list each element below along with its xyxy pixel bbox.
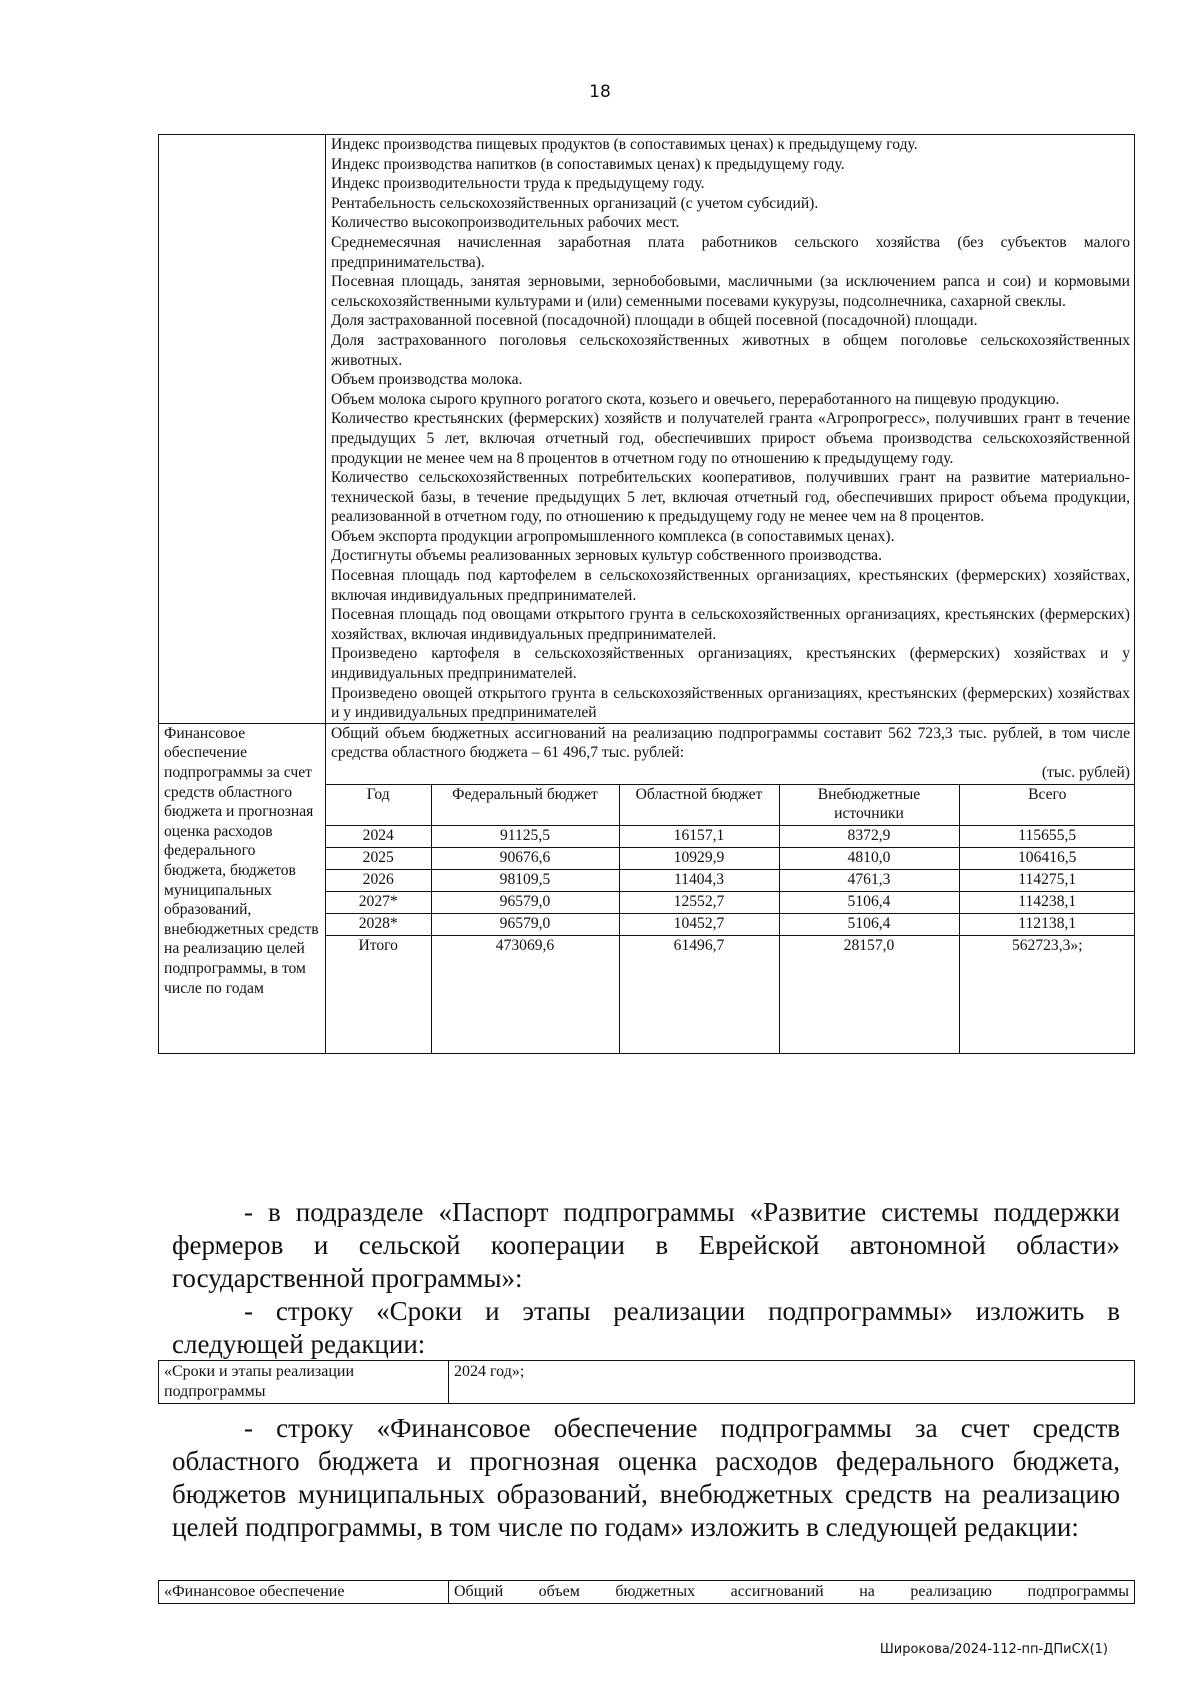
financing-text: Общий объем бюджетных ассигнований на реализацию подпрограммы составит 562 723,3 тыс. рублей, в том числе средства областного бюджета – 61 496,7 тыс. рублей:: [331, 724, 1130, 762]
financing-unit: (тыс. рублей): [1041, 764, 1130, 781]
indicator-item: Индекс производительности труда к предыдущему году.: [331, 175, 705, 193]
year-cell: 2027*: [326, 891, 431, 913]
terms-value: 2024 год»;: [449, 1361, 1135, 1404]
value-cell: 106416,5: [959, 847, 1135, 869]
total-row: [326, 935, 1135, 1053]
indicator-item: Количество сельскохозяйственных потребительских кооперативов, получивших грант на развитие материально-технической базы, в течение предыдущих 5 лет, включая отчетный год, обеспечивших прирост объема продукции, реализованной в отчетном году, по отношению к предыдущему году не менее чем на 8 процентов.: [331, 469, 1130, 526]
total-label: Итого: [326, 935, 431, 1053]
indicator-item: Рентабельность сельскохозяйственных организаций (с учетом субсидий).: [331, 194, 819, 212]
terms-table: [158, 1360, 1135, 1404]
indicator-item: Объем экспорта продукции агропромышленного комплекса (в сопоставимых ценах).: [331, 527, 895, 545]
indicators-cell: [326, 135, 1135, 724]
financing-cell: [326, 723, 1135, 1053]
financing-next-row: [159, 1581, 1135, 1604]
table-row: [326, 825, 1135, 847]
indicator-item: Количество крестьянских (фермерских) хозяйств и получателей гранта «Агропрогресс», получивших грант в течение предыдущих 5 лет, включая отчетный год, обеспечивших прирост объема производства сельскохозяйственной продукции не менее чем на 8 процентов в отчетном году по отношению к предыдущему году.: [331, 410, 1130, 467]
indicator-item: Объем производства молока.: [331, 371, 523, 389]
col-header: Внебюджетные источники: [779, 784, 959, 825]
table-row: [326, 891, 1135, 913]
year-cell: 2025: [326, 847, 431, 869]
indicators-label-cell: [159, 135, 326, 724]
year-cell: 2026: [326, 869, 431, 891]
indicator-item: Доля застрахованного поголовья сельскохозяйственных животных в общем поголовье сельскохозяйственных животных.: [331, 331, 1130, 369]
indicator-item: Объем молока сырого крупного рогатого скота, козьего и овечьего, переработанного на пищевую продукцию.: [331, 390, 1060, 408]
budget-table: [326, 784, 1135, 1053]
table-row: [326, 913, 1135, 935]
document-footer: Широкова/2024-112-пп-ДПиСХ(1): [879, 1642, 1108, 1657]
value-cell: 5106,4: [779, 913, 959, 935]
value-cell: 11404,3: [619, 869, 779, 891]
terms-row: [159, 1361, 1135, 1404]
budget-header-row: [326, 784, 1135, 825]
indicator-item: Посевная площадь под картофелем в сельскохозяйственных организациях, крестьянских (фермерских) хозяйствах, включая индивидуальных предпринимателей.: [331, 567, 1130, 604]
indicator-item: Индекс производства напитков (в сопоставимых ценах) к предыдущему году.: [331, 155, 845, 173]
indicator-item: Количество высокопроизводительных рабочих мест.: [331, 214, 680, 232]
value-cell: 98109,5: [431, 869, 619, 891]
page-number: 18: [589, 82, 611, 102]
indicator-item: Произведено овощей открытого грунта в сельскохозяйственных организациях, крестьянских (фермерских) хозяйствах и у индивидуальных предпринимателей: [331, 684, 1130, 722]
indicator-item: Посевная площадь, занятая зерновыми, зернобобовыми, масличными (за исключением рапса и сои) и кормовыми сельскохозяйственными культурами и (или) семенными посевами кукурузы, подсолнечника, сахарной свеклы.: [331, 273, 1130, 310]
financing-next-value: Общий объем бюджетных ассигнований на реализацию подпрограммы: [449, 1581, 1135, 1604]
col-header: Всего: [959, 784, 1135, 825]
table-row: [326, 847, 1135, 869]
financing-next-label: «Финансовое обеспечение: [159, 1581, 449, 1604]
value-cell: 90676,6: [431, 847, 619, 869]
value-cell: 12552,7: [619, 891, 779, 913]
value-cell: 4761,3: [779, 869, 959, 891]
indicator-item: Индекс производства пищевых продуктов (в сопоставимых ценах) к предыдущему году.: [331, 136, 918, 153]
col-header: Областной бюджет: [619, 784, 779, 825]
indicator-item: Произведено картофеля в сельскохозяйственных организациях, крестьянских (фермерских) хозяйствах и у индивидуальных предпринимателей.: [331, 645, 1130, 683]
year-cell: 2024: [326, 825, 431, 847]
value-cell: 91125,5: [431, 825, 619, 847]
paragraph-subsection: - в подразделе «Паспорт подпрограммы «Развитие системы поддержки фермеров и сельской кооперации в Еврейской автономной области» государственной программы»:: [172, 1197, 1120, 1293]
value-cell: 115655,5: [959, 825, 1135, 847]
col-header: Федеральный бюджет: [431, 784, 619, 825]
indicators-row: [159, 135, 1135, 724]
indicator-item: Доля застрахованной посевной (посадочной) площади в общей посевной (посадочной) площади.: [331, 312, 978, 330]
value-cell: 4810,0: [779, 847, 959, 869]
total-cell: 473069,6: [431, 935, 619, 1053]
value-cell: 8372,9: [779, 825, 959, 847]
financing-row: [159, 723, 1135, 1053]
total-cell: 28157,0: [779, 935, 959, 1053]
financing-label: Финансовое обеспечение подпрограммы за счет средств областного бюджета и прогнозная оценка расходов федерального бюджета, бюджетов муниципальных образований, внебюджетных средств на реализацию целей подпрограммы, в том числе по годам: [159, 723, 326, 1053]
indicator-item: Среднемесячная начисленная заработная плата работников сельского хозяйства (без субъектов малого предпринимательства).: [331, 233, 1130, 271]
value-cell: 16157,1: [619, 825, 779, 847]
table-row: [326, 869, 1135, 891]
year-cell: 2028*: [326, 913, 431, 935]
paragraph-financing: - строку «Финансовое обеспечение подпрограммы за счет средств областного бюджета и прогнозная оценка расходов федерального бюджета, бюджетов муниципальных образований, внебюджетных средств на реализацию целей подпрограммы, в том числе по годам» изложить в следующей редакции:: [172, 1413, 1120, 1542]
value-cell: 10929,9: [619, 847, 779, 869]
value-cell: 114275,1: [959, 869, 1135, 891]
indicator-item: Посевная площадь под овощами открытого грунта в сельскохозяйственных организациях, крестьянских (фермерских) хозяйствах, включая индивидуальных предпринимателей.: [331, 606, 1130, 643]
value-cell: 5106,4: [779, 891, 959, 913]
value-cell: 112138,1: [959, 913, 1135, 935]
value-cell: 10452,7: [619, 913, 779, 935]
value-cell: 114238,1: [959, 891, 1135, 913]
passport-table: [158, 134, 1135, 1054]
terms-label: «Сроки и этапы реализации подпрограммы: [159, 1361, 449, 1404]
value-cell: 96579,0: [431, 891, 619, 913]
col-header: Год: [326, 784, 431, 825]
total-cell: 562723,3»;: [959, 935, 1135, 1053]
financing-table-next: [158, 1580, 1135, 1604]
total-cell: 61496,7: [619, 935, 779, 1053]
paragraph-terms: - строку «Сроки и этапы реализации подпрограммы» изложить в следующей редакции:: [172, 1296, 1120, 1359]
value-cell: 96579,0: [431, 913, 619, 935]
indicator-item: Достигнуты объемы реализованных зерновых культур собственного производства.: [331, 547, 882, 565]
